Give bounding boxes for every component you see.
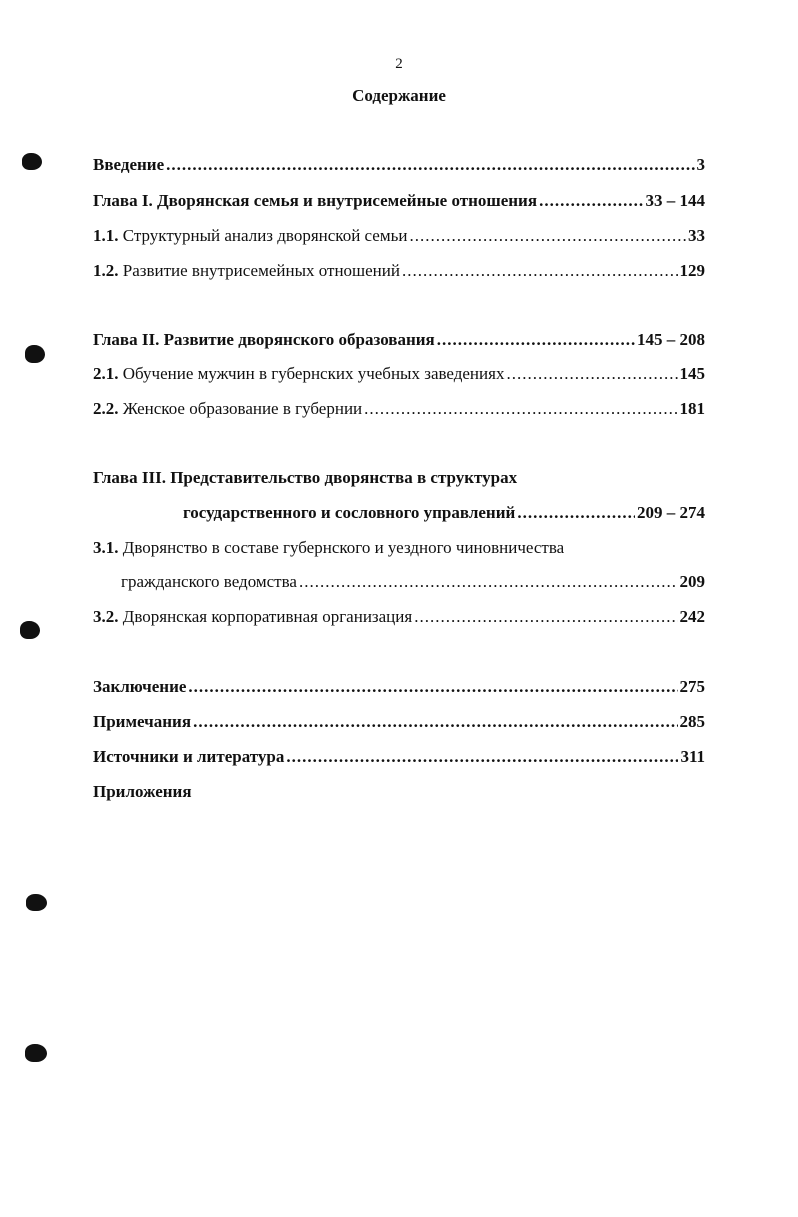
dot-leader [166, 153, 694, 177]
toc-label: гражданского ведомства [121, 572, 297, 591]
toc-label: Примечания [93, 712, 192, 731]
toc-entry-section-2-2[interactable] [93, 397, 705, 421]
toc-entry-section-3-2[interactable] [93, 605, 705, 629]
section-number: 2.2. [93, 399, 119, 418]
punch-hole-mark [25, 345, 45, 363]
toc-page-ref: 145 – 208 [637, 330, 705, 349]
dot-leader [188, 675, 677, 699]
toc-entry-chapter-3-line1[interactable]: Глава III. Представительство дворянства в структурах [93, 468, 518, 487]
toc-page-ref: 209 [679, 572, 705, 591]
section-title: Дворянская корпоративная организация [118, 607, 413, 626]
toc-page-ref: 33 – 144 [645, 191, 705, 210]
toc-page-ref: 275 [679, 677, 705, 696]
toc-entry-section-2-1[interactable] [93, 362, 705, 386]
toc-label: Заключение [93, 677, 187, 696]
toc-entry-chapter-2[interactable] [93, 328, 705, 352]
toc-entry-appendix[interactable]: Приложения [93, 782, 192, 801]
dot-leader [437, 328, 635, 352]
dot-leader [193, 710, 677, 734]
toc-label: Введение [93, 155, 165, 174]
toc-entry-sources[interactable] [93, 745, 705, 769]
toc-page-ref: 181 [679, 399, 705, 418]
section-number: 1.2. [93, 261, 119, 280]
toc-label: Глава I. Дворянская семья и внутрисемейные отношения [93, 191, 538, 210]
toc-entry-section-3-1-line1[interactable] [93, 536, 564, 560]
toc-label: Источники и литература [93, 747, 285, 766]
dot-leader [402, 259, 678, 283]
toc-entry-chapter-1[interactable] [93, 189, 705, 213]
section-number: 3.2. [93, 607, 119, 626]
toc-entry-section-1-1[interactable] [93, 224, 705, 248]
section-title: Развитие внутрисемейных отношений [118, 261, 400, 280]
toc-page-ref: 285 [679, 712, 705, 731]
dot-leader [539, 189, 643, 213]
toc-entry-intro[interactable] [93, 153, 705, 177]
dot-leader [409, 224, 686, 248]
toc-label [93, 362, 504, 386]
dot-leader [286, 745, 678, 769]
page-title: Содержание [352, 86, 446, 105]
toc-page-ref: 3 [696, 155, 705, 174]
punch-hole-mark [22, 153, 42, 170]
punch-hole-mark [25, 1044, 47, 1062]
toc-page-ref: 129 [679, 261, 705, 280]
punch-hole-mark [26, 894, 47, 911]
toc-entry-section-3-1[interactable] [121, 570, 705, 594]
toc-label [93, 224, 407, 248]
toc-page-ref: 242 [679, 607, 705, 626]
toc-label: государственного и сословного управлений [183, 503, 516, 522]
section-title: Дворянство в составе губернского и уездного чиновничества [118, 538, 565, 557]
dot-leader [414, 605, 677, 629]
section-title: Обучение мужчин в губернских учебных заведениях [118, 364, 505, 383]
toc-page-ref: 209 – 274 [637, 503, 705, 522]
toc-entry-section-1-2[interactable] [93, 259, 705, 283]
toc-entry-chapter-3[interactable] [183, 501, 705, 525]
dot-leader [299, 570, 678, 594]
toc-page-ref: 311 [680, 747, 705, 766]
punch-hole-mark [20, 621, 40, 639]
section-title: Структурный анализ дворянской семьи [118, 226, 408, 245]
section-number: 2.1. [93, 364, 119, 383]
toc-entry-conclusion[interactable] [93, 675, 705, 699]
section-number: 1.1. [93, 226, 119, 245]
toc-page-ref: 33 [688, 226, 705, 245]
toc-label [93, 397, 362, 421]
toc-label: Глава II. Развитие дворянского образования [93, 330, 435, 349]
section-title: Женское образование в губернии [118, 399, 363, 418]
toc-label [93, 605, 412, 629]
section-number: 3.1. [93, 538, 119, 557]
dot-leader [506, 362, 677, 386]
toc-page-ref: 145 [679, 364, 705, 383]
toc-label [93, 259, 400, 283]
page-number: 2 [395, 56, 403, 72]
toc-entry-notes[interactable] [93, 710, 705, 734]
dot-leader [517, 501, 635, 525]
dot-leader [364, 397, 677, 421]
